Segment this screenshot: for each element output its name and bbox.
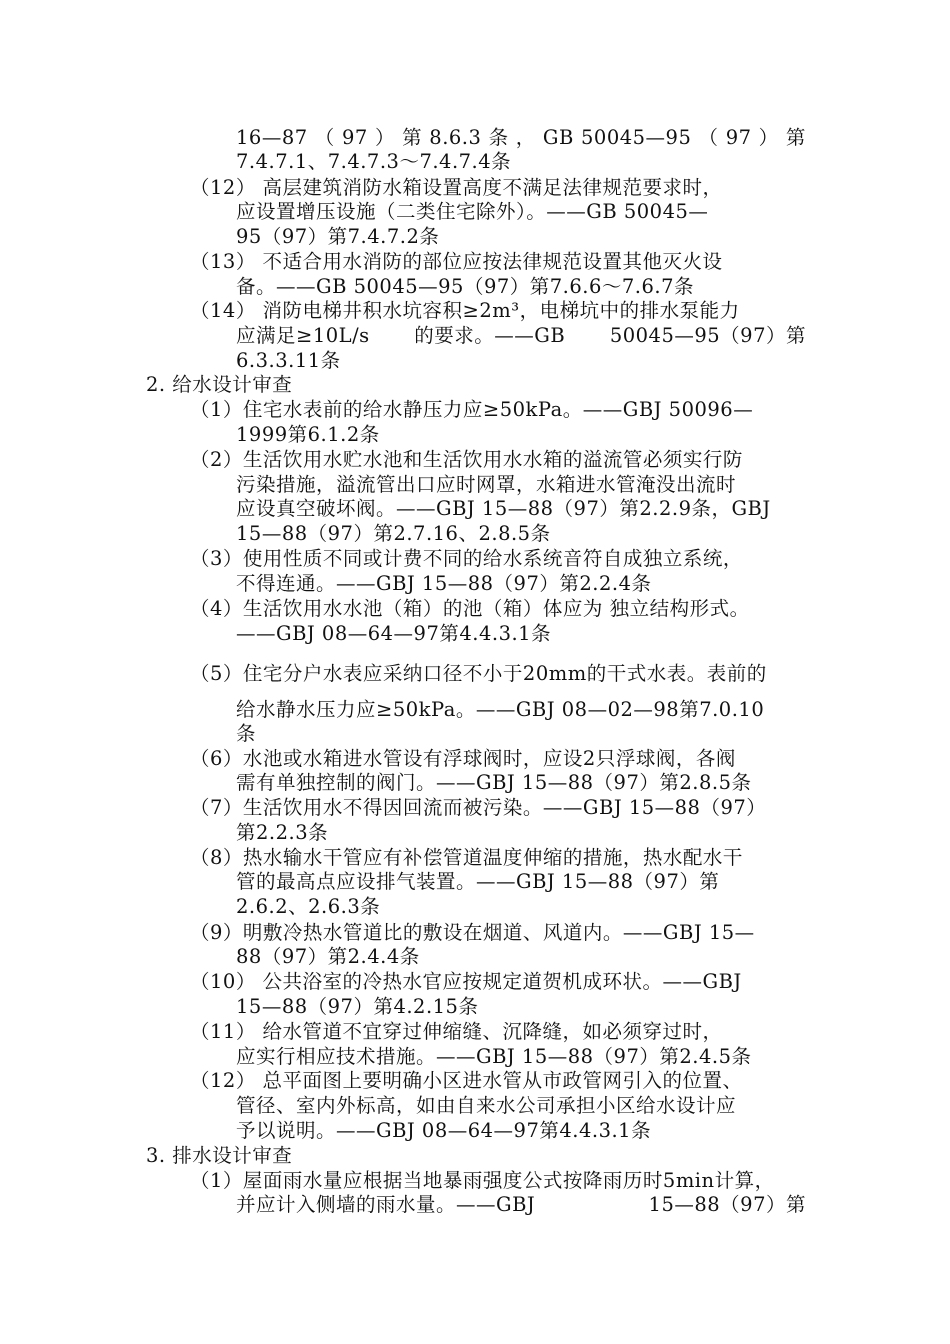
- text-line: 6.3.3.11条: [236, 349, 341, 372]
- text-line: 应设置增压设施（二类住宅除外）。——GB 50045—: [236, 200, 709, 223]
- list-item-label: （9）明敷冷热水管道比的敷设在烟道、风道内。——GBJ 15—: [190, 921, 755, 944]
- list-item-label: （13） 不适合用水消防的部位应按法律规范设置其他灭火设: [190, 250, 723, 273]
- text-segment: 8.6.3: [429, 126, 482, 149]
- list-item-label: （1）住宅水表前的给水静压力应≥50kPa。——GBJ 50096—: [190, 398, 754, 421]
- list-item-label: （3）使用性质不同或计费不同的给水系统音符自成独立系统，: [190, 547, 743, 570]
- text-line: 给水静水压力应≥50kPa。——GBJ 08—02—98第7.0.10: [236, 698, 765, 721]
- text-segment: 15—88（97）第: [648, 1193, 806, 1216]
- text-segment: （: [314, 126, 335, 149]
- text-line: 予以说明。——GBJ 08—64—97第4.4.3.1条: [236, 1119, 652, 1142]
- list-item-label: （14） 消防电梯井积水坑容积≥2m³，电梯坑中的排水泵能力: [190, 299, 740, 322]
- list-item-label: （10） 公共浴室的冷热水官应按规定道贺机成环状。——GBJ: [190, 970, 742, 993]
- text-segment: 50045—95（97）第: [609, 324, 806, 347]
- text-line: 条: [236, 722, 257, 745]
- text-line: 95（97）第7.4.7.2条: [236, 225, 440, 248]
- list-item-label: （12） 高层建筑消防水箱设置高度不满足法律规范要求时，: [190, 176, 723, 199]
- text-segment: 第: [785, 126, 806, 149]
- list-item-label: （8）热水输水干管应有补偿管道温度伸缩的措施，热水配水干: [190, 846, 743, 869]
- text-line: 管径、室内外标高，如由自来水公司承担小区给水设计应: [236, 1094, 737, 1117]
- list-item-label: （11） 给水管道不宜穿过伸缩缝、沉降缝，如必须穿过时，: [190, 1020, 723, 1043]
- text-line: 应设真空破坏阀。——GBJ 15—88（97）第2.2.9条，GBJ: [236, 497, 771, 520]
- text-line: 7.4.7.1、7.4.7.3～7.4.7.4条: [236, 150, 512, 173]
- list-item-label: （1）屋面雨水量应根据当地暴雨强度公式按降雨历时5min计算，: [190, 1169, 775, 1192]
- list-item-label: （7）生活饮用水不得因回流而被污染。——GBJ 15—88（97）: [190, 796, 767, 819]
- text-line: [236, 324, 806, 348]
- list-item-label: （4）生活饮用水水池（箱）的池（箱）体应为 独立结构形式。: [190, 597, 750, 620]
- text-segment: ）: [374, 126, 395, 149]
- text-segment: 的要求。——GB: [414, 324, 566, 347]
- text-line: 1999第6.1.2条: [236, 423, 380, 446]
- text-line: 应实行相应技术措施。——GBJ 15—88（97）第2.4.5条: [236, 1045, 752, 1068]
- text-line: 15—88（97）第4.2.15条: [236, 995, 479, 1018]
- text-segment: 97: [341, 126, 368, 149]
- text-segment: 条: [488, 126, 509, 149]
- section-heading: 3. 排水设计审查: [146, 1144, 293, 1167]
- text-line: 第2.2.3条: [236, 821, 329, 844]
- text-segment: 16—87: [236, 126, 308, 149]
- text-segment: ）: [758, 126, 779, 149]
- text-segment: （: [698, 126, 719, 149]
- text-segment: ，: [515, 126, 536, 149]
- text-segment: 97: [725, 126, 752, 149]
- text-line: 2.6.2、2.6.3条: [236, 895, 381, 918]
- text-line: 不得连通。——GBJ 15—88（97）第2.2.4条: [236, 572, 652, 595]
- text-line: 88（97）第2.4.4条: [236, 945, 420, 968]
- list-item-label: （2）生活饮用水贮水池和生活饮用水水箱的溢流管必须实行防: [190, 448, 743, 471]
- text-line: 管的最高点应设排气装置。——GBJ 15—88（97）第: [236, 870, 720, 893]
- text-line: [236, 126, 806, 150]
- list-item-label: （12） 总平面图上要明确小区进水管从市政管网引入的位置、: [190, 1069, 743, 1092]
- text-segment: 第: [402, 126, 423, 149]
- text-line: [236, 1193, 806, 1217]
- text-line: 15—88（97）第2.7.16、2.8.5条: [236, 522, 551, 545]
- list-item-label: （6）水池或水箱进水管设有浮球阀时，应设2只浮球阀，各阀: [190, 747, 736, 770]
- text-segment: 并应计入侧墙的雨水量。——GBJ: [236, 1193, 536, 1216]
- text-line: 污染措施，溢流管出口应时网罩，水箱进水管淹没出流时: [236, 473, 737, 496]
- text-line: ——GBJ 08—64—97第4.4.3.1条: [236, 622, 552, 645]
- text-segment: GB: [542, 126, 574, 149]
- section-heading: 2. 给水设计审查: [146, 373, 293, 396]
- text-line: 需有单独控制的阀门。——GBJ 15—88（97）第2.8.5条: [236, 771, 752, 794]
- text-line: 备。——GB 50045—95（97）第7.6.6～7.6.7条: [236, 275, 694, 298]
- list-item-label: （5）住宅分户水表应采纳口径不小于20mm的干式水表。表前的: [190, 662, 767, 685]
- text-segment: 应满足≥10L/s: [236, 324, 370, 347]
- text-segment: 50045—95: [581, 126, 692, 149]
